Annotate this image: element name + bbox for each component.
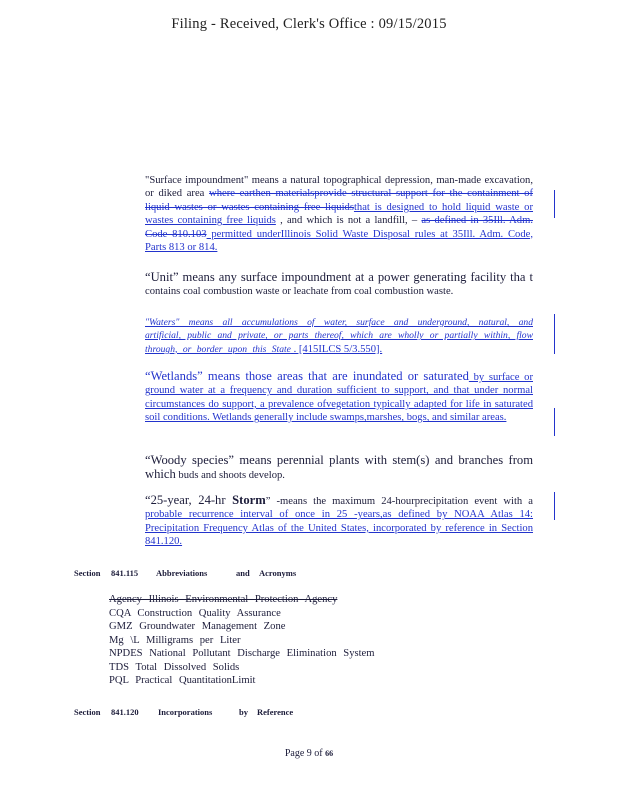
revision-bar-wetlands: [554, 408, 555, 436]
woody-lead: “Woody species” means perennial plants with stem(s) and branches from which: [145, 453, 533, 482]
waters-text: "Waters" means all accumulations of water, surface and underground, natural, and artificial, public and private, or parts thereof, which are wholly or partially within, flow through, or border upon this State: [145, 317, 533, 355]
section-title: Abbreviations: [156, 568, 208, 578]
revision-bar: [554, 190, 555, 218]
waters-definition: [145, 316, 533, 356]
section-heading-841-120: [74, 707, 374, 719]
woody-rest: buds and shoots develop.: [175, 470, 285, 482]
page-total: 66: [325, 749, 334, 758]
abbreviation-item-deleted: Agency Illinois Environmental Protection Agency: [109, 594, 338, 605]
abbreviation-list: [109, 593, 375, 688]
revision-bar-waters: [554, 314, 555, 354]
section-title-2: Reference: [257, 707, 294, 717]
page-label: Page: [284, 748, 305, 759]
wetlands-definition: [145, 370, 533, 425]
page-number: 9 of: [306, 748, 323, 759]
unit-lead: “Unit” means any surface impoundment at a power generating facility tha t: [145, 270, 533, 284]
storm-lead: “25-year, 24-hr: [145, 493, 233, 507]
waters-citation: . [415ILCS 5/3.550].: [290, 343, 383, 355]
surface-impoundment-definition: [145, 174, 533, 254]
inserted-text-2: permitted underIllinois Solid Waste Disposal rules at 35Ill. Adm. Code, Parts 813 or 814.: [145, 228, 533, 254]
abbreviation-item: PQL Practical QuantitationLimit: [109, 675, 256, 686]
storm-mid: ” -means the maximum 24-hourprecipitation event with a: [265, 496, 533, 507]
abbreviation-item: Mg \L Milligrams per Liter: [109, 634, 241, 646]
storm-word: Storm: [232, 493, 266, 507]
section-title-by: by: [239, 707, 248, 717]
abbreviation-item: GMZ Groundwater Management Zone: [109, 621, 286, 632]
section-heading-841-115: [74, 568, 374, 580]
abbreviation-item: TDS Total Dissolved Solids: [109, 661, 240, 673]
wetlands-rest: by surface or ground water at a frequency and duration sufficient to support, and that under normal circumstances do support, a prevalence ofvegetation typically adapted for life in saturated soil conditions. Wetlands generally include swamps,marshes, bogs, and similar areas.: [145, 372, 533, 424]
abbreviation-item: NPDES National Pollutant Discharge Elimination System: [109, 648, 375, 659]
unit-rest: contains coal combustion waste or leachate from coal combustion waste.: [145, 286, 454, 298]
section-title-and: and: [236, 568, 250, 578]
deleted-text: where earthen materialsprovide structural support for the containment of liquid wastes or wastes containing free liquids: [145, 188, 533, 213]
surface-impoundment-text-2: , and which is not a landfill, –: [275, 215, 422, 227]
section-number: 841.115: [111, 568, 139, 578]
storm-definition: [145, 494, 533, 549]
section-label: Section: [74, 707, 101, 717]
filing-stamp-header: Filing - Received, Clerk's Office : 09/15/2015: [171, 16, 447, 32]
storm-inserted-text: probable recurrence interval of once in 25 -years,as defined by NOAA Atlas 14: Precipitation Frequency Atlas of the United States, incorporated by reference in Section 841.120.: [145, 509, 533, 548]
section-title: Incorporations: [158, 707, 213, 717]
woody-species-definition: [145, 454, 533, 483]
abbreviation-item: CQA Construction Quality Assurance: [109, 607, 281, 619]
wetlands-lead: “Wetlands” means those areas that are inundated or saturated: [145, 369, 469, 383]
surface-impoundment-text: "Surface impoundment" means a natural topographical depression, man-made excavation, or diked area: [145, 175, 533, 200]
page-footer: [0, 748, 618, 759]
deleted-text-2: as defined in 35Ill. Adm. Code 810.103: [145, 215, 533, 240]
section-number: 841.120: [111, 707, 139, 717]
section-title-2: Acronyms: [259, 568, 297, 578]
inserted-text: that is designed to hold liquid waste or wastes containing free liquids: [145, 201, 534, 227]
revision-bar-storm: [554, 492, 555, 520]
unit-definition: [145, 271, 533, 299]
section-label: Section: [74, 568, 101, 578]
